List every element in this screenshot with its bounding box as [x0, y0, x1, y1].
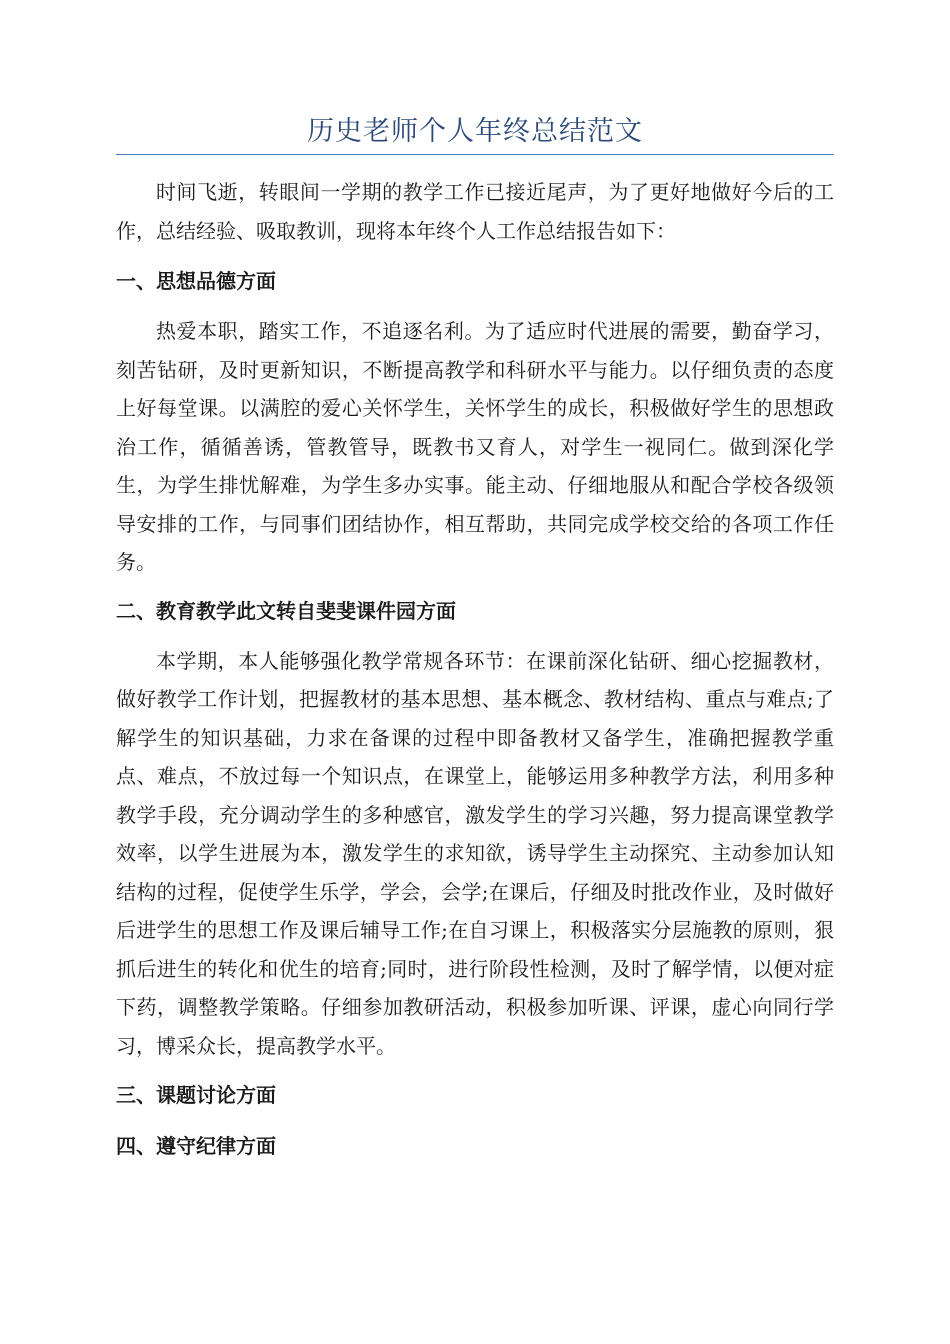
title-underline — [116, 154, 834, 155]
document-body — [116, 173, 834, 1166]
section-paragraph: 本学期，本人能够强化教学常规各环节：在课前深化钻研、细心挖掘教材，做好教学工作计划，把握教材的基本思想、基本概念、教材结构、重点与难点;了解学生的知识基础，力求在备课的过程中即备教材又备学生，准确把握教学重点、难点，不放过每一个知识点，在课堂上，能够运用多种教学方法，利用多种教学手段，充分调动学生的多种感官，激发学生的学习兴趣，努力提高课堂教学效率，以学生进展为本，激发学生的求知欲，诱导学生主动探究、主动参加认知结构的过程，促使学生乐学，学会，会学;在课后，仔细及时批改作业，及时做好后进学生的思想工作及课后辅导工作;在自习课上，积极落实分层施教的原则，狠抓后进生的转化和优生的培育;同时，进行阶段性检测，及时了解学情，以便对症下药，调整教学策略。仔细参加教研活动，积极参加听课、评课，虚心向同行学习，博采众长，提高教学水平。 — [116, 648, 834, 1058]
section-heading: 三、课题讨论方面 — [116, 1083, 276, 1107]
document-title: 历史老师个人年终总结范文 — [307, 116, 643, 147]
section-heading: 二、教育教学此文转自斐斐课件园方面 — [116, 598, 456, 623]
section-heading: 一、思想品德方面 — [116, 269, 276, 293]
intro-paragraph: 时间飞逝，转眼间一学期的教学工作已接近尾声，为了更好地做好今后的工作，总结经验、吸取教训，现将本年终个人工作总结报告如下： — [116, 180, 834, 243]
section-paragraph: 热爱本职，踏实工作，不追逐名利。为了适应时代进展的需要，勤奋学习，刻苦钻研，及时更新知识，不断提高教学和科研水平与能力。以仔细负责的态度上好每堂课。以满腔的爱心关怀学生，关怀学生的成长，积极做好学生的思想政治工作，循循善诱，管教管导，既教书又育人，对学生一视同仁。做到深化学生，为学生排忧解难，为学生多办实事。能主动、仔细地服从和配合学校各级领导安排的工作，与同事们团结协作，相互帮助，共同完成学校交给的各项工作任务。 — [116, 319, 834, 574]
section-heading: 四、遵守纪律方面 — [116, 1134, 276, 1158]
